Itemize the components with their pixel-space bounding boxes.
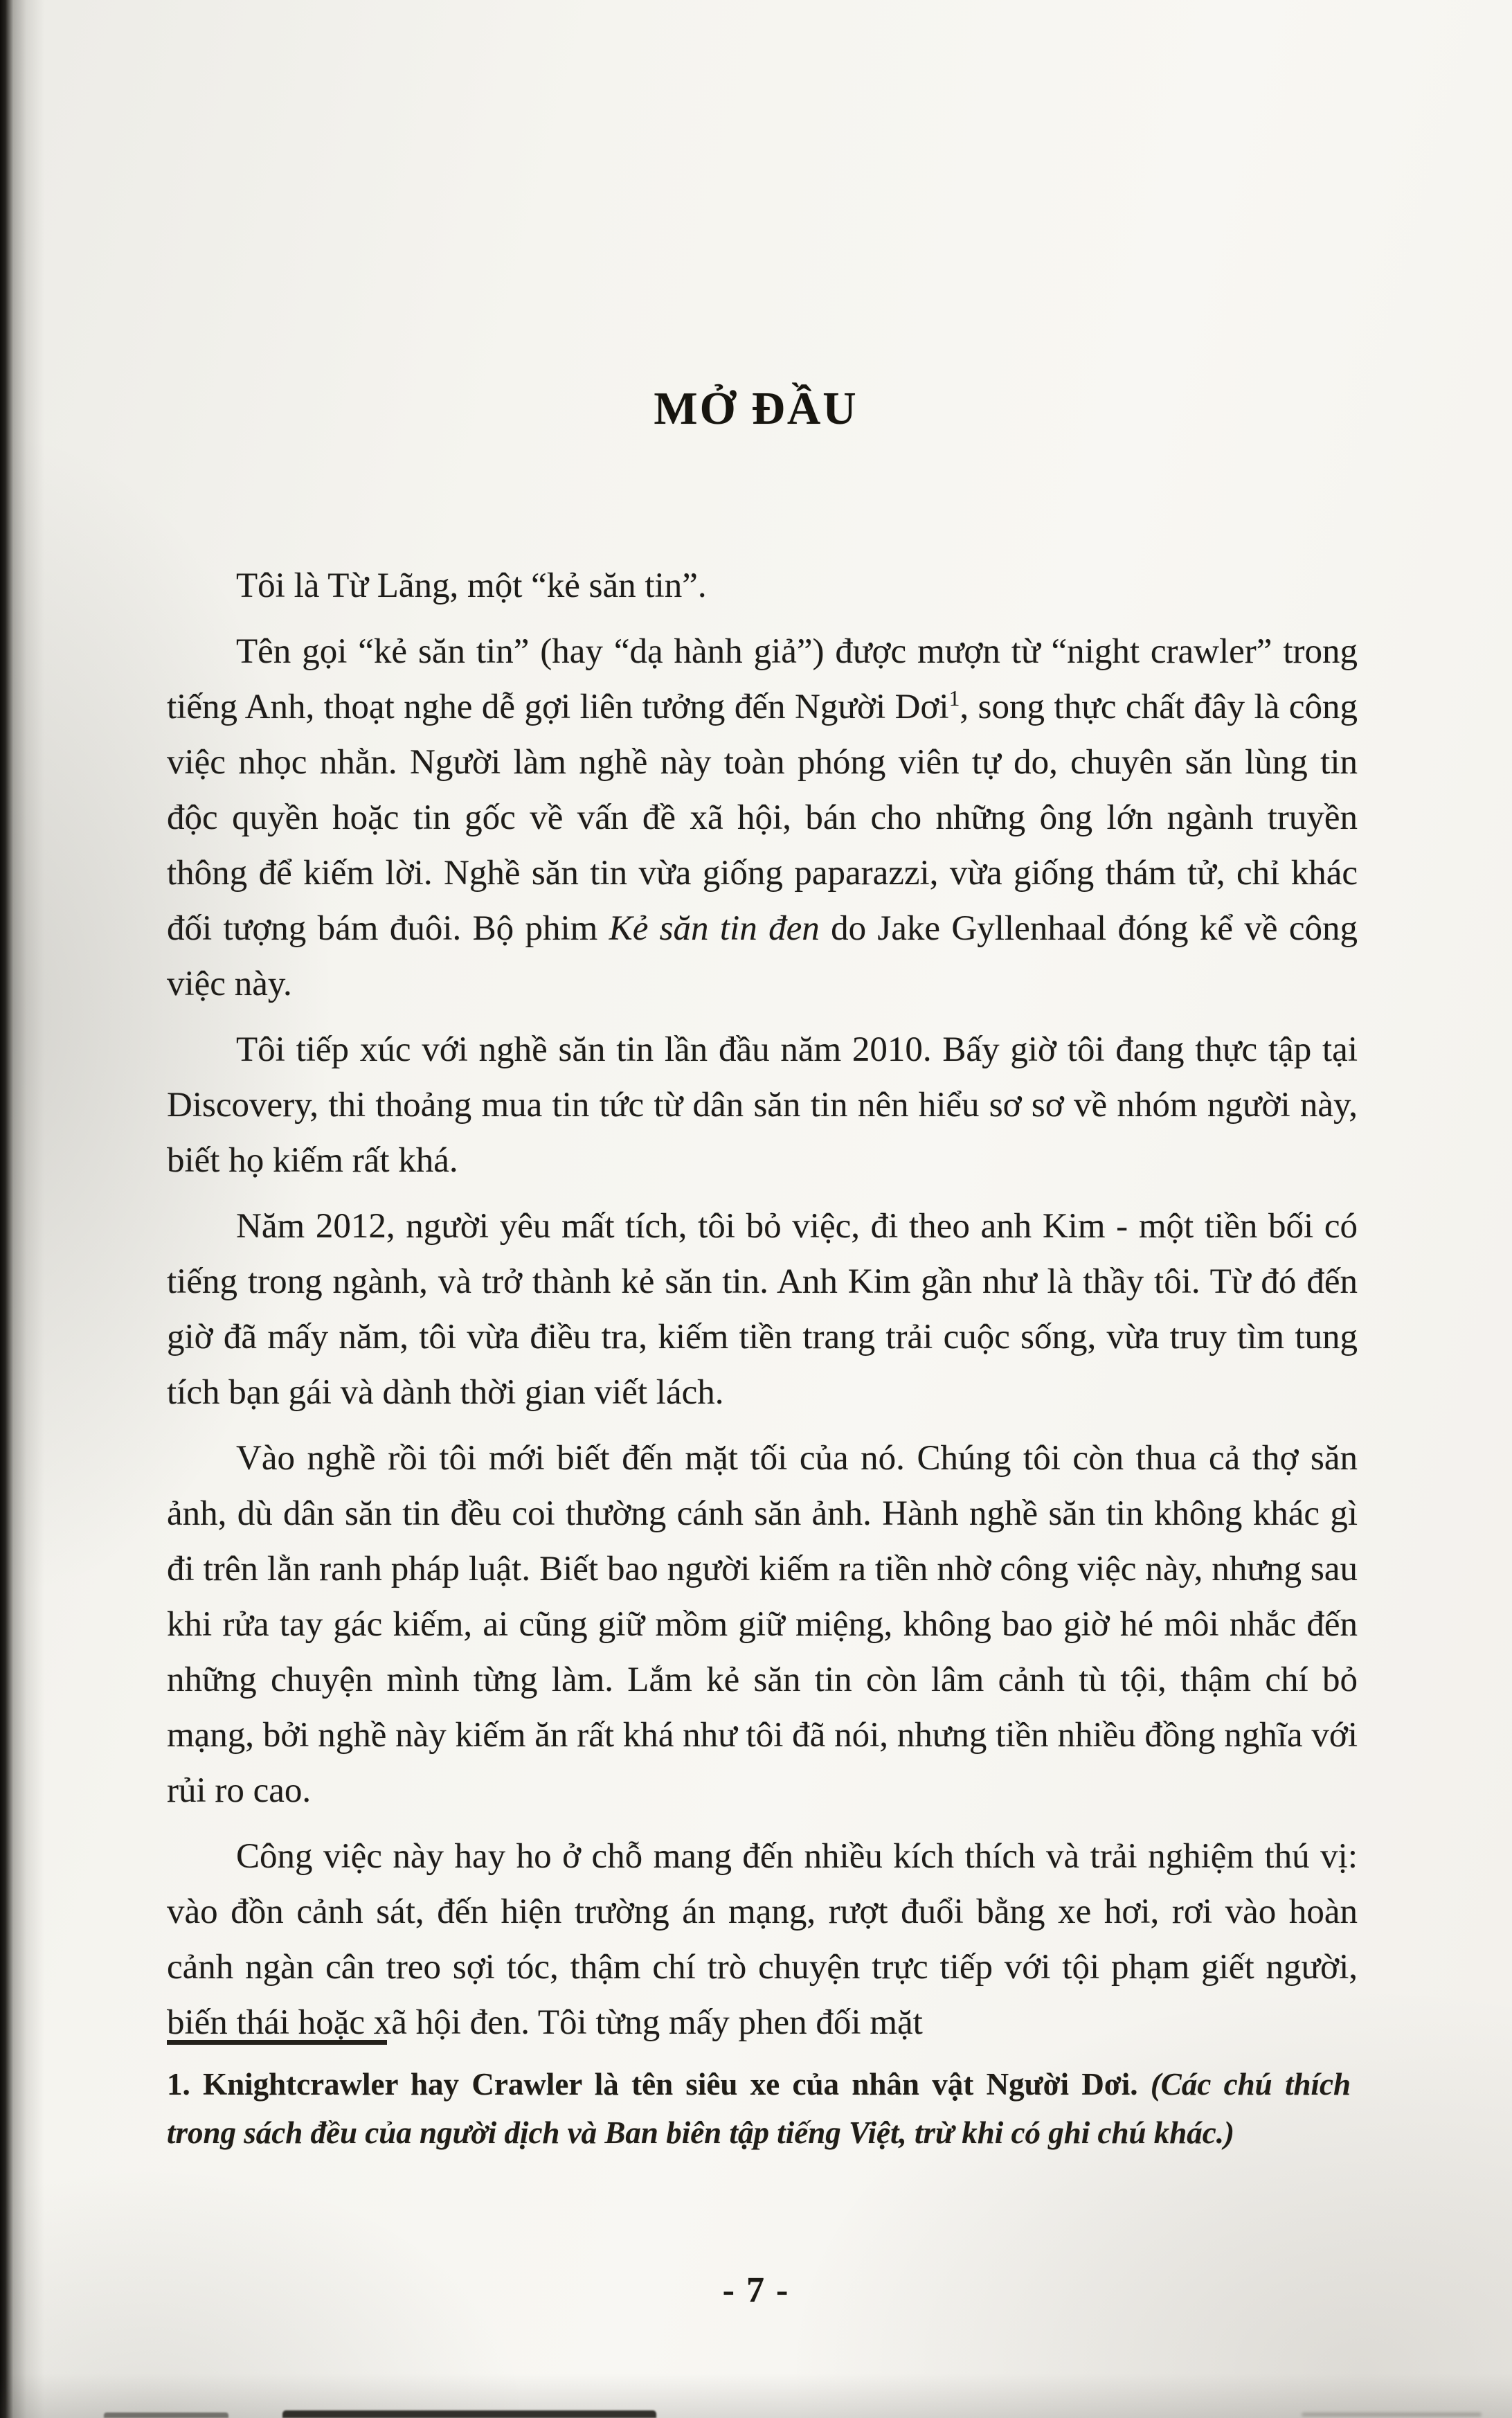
paragraph-5-text: Vào nghề rồi tôi mới biết đến mặt tối của nó. Chúng tôi còn thua cả thợ săn ảnh, dù dân săn tin đều coi thường cánh săn ảnh. Hành nghề săn tin không khác gì đi trên lằn ranh pháp luật. Biết bao người kiếm ra tiền nhờ công việc này, nhưng sau khi rửa tay gác kiếm, ai cũng giữ mồm giữ miệng, không bao giờ hé môi nhắc đến những chuyện mình từng làm. Lắm kẻ săn tin còn lâm cảnh tù tội, thậm chí bỏ mạng, bởi nghề này kiếm ăn rất khá như tôi đã nói, nhưng tiền nhiều đồng nghĩa với rủi ro cao. bbox=[167, 1439, 1358, 1810]
body-text bbox=[167, 558, 1358, 2061]
scan-smudge-bottom-far-left bbox=[104, 2412, 228, 2418]
paragraph-5 bbox=[167, 1431, 1358, 1818]
footnote-reference-1: 1 bbox=[948, 686, 960, 710]
paragraph-3 bbox=[167, 1022, 1358, 1188]
paragraph-6-text: Công việc này hay ho ở chỗ mang đến nhiều kích thích và trải nghiệm thú vị: vào đồn cảnh sát, đến hiện trường án mạng, rượt đuổi bằng xe hơi, rơi vào hoàn cảnh ngàn cân treo sợi tóc, thậm chí trò chuyện trực tiếp với tội phạm giết người, biến thái hoặc xã hội đen. Tôi từng mấy phen đối mặt bbox=[167, 1837, 1358, 2042]
movie-title-italic: Kẻ săn tin đen bbox=[609, 909, 820, 948]
paragraph-6 bbox=[167, 1829, 1358, 2050]
scan-edge-shadow-left bbox=[0, 0, 44, 2418]
chapter-title: MỞ ĐẦU bbox=[654, 383, 858, 434]
paragraph-2 bbox=[167, 624, 1358, 1012]
footnote-1-text: 1. Knightcrawler hay Crawler là tên siêu xe của nhân vật Người Dơi. bbox=[167, 2067, 1151, 2102]
paragraph-2-text-a: Tên gọi “kẻ săn tin” (hay “dạ hành giả”) được mượn từ “night crawler” trong tiếng Anh, thoạt nghe dễ gợi liên tưởng đến Người Dơi bbox=[167, 632, 1358, 726]
footnote-divider bbox=[167, 2040, 387, 2045]
paragraph-1-text: Tôi là Từ Lãng, một “kẻ săn tin”. bbox=[236, 566, 707, 605]
paragraph-2-text-b: , song thực chất đây là công việc nhọc nhằn. Người làm nghề này toàn phóng viên tự do, chuyên săn lùng tin độc quyền hoặc tin gốc về vấn đề xã hội, bán cho những ông lớn ngành truyền thông để kiếm lời. Nghề săn tin vừa giống paparazzi, vừa giống thám tử, chỉ khác đối tượng bám đuôi. Bộ phim bbox=[167, 688, 1358, 948]
footnote-1 bbox=[167, 2060, 1351, 2157]
scan-edge-shadow-bottom bbox=[0, 2374, 1512, 2418]
paragraph-4-text: Năm 2012, người yêu mất tích, tôi bỏ việc, đi theo anh Kim - một tiền bối có tiếng trong ngành, và trở thành kẻ săn tin. Anh Kim gần như là thầy tôi. Từ đó đến giờ đã mấy năm, tôi vừa điều tra, kiếm tiền trang trải cuộc sống, vừa truy tìm tung tích bạn gái và dành thời gian viết lách. bbox=[167, 1207, 1358, 1412]
paragraph-4 bbox=[167, 1199, 1358, 1420]
footnote-block bbox=[167, 2040, 1351, 2157]
paragraph-1 bbox=[167, 558, 1358, 614]
scan-smudge-bottom-left bbox=[282, 2410, 656, 2418]
page-number: - 7 - bbox=[722, 2271, 790, 2310]
paragraph-2-text-c: do Jake Gyllenhaal đóng kể về công việc này. bbox=[167, 909, 1358, 1003]
paragraph-3-text: Tôi tiếp xúc với nghề săn tin lần đầu năm 2010. Bấy giờ tôi đang thực tập tại Discovery, thi thoảng mua tin tức từ dân săn tin nên hiểu sơ sơ về nhóm người này, biết họ kiếm rất khá. bbox=[167, 1030, 1358, 1180]
footnote-1-editorial-note-italic: (Các chú thích trong sách đều của người dịch và Ban biên tập tiếng Việt, trừ khi có ghi chú khác.) bbox=[167, 2067, 1351, 2150]
scan-smudge-bottom-right bbox=[1302, 2412, 1482, 2417]
